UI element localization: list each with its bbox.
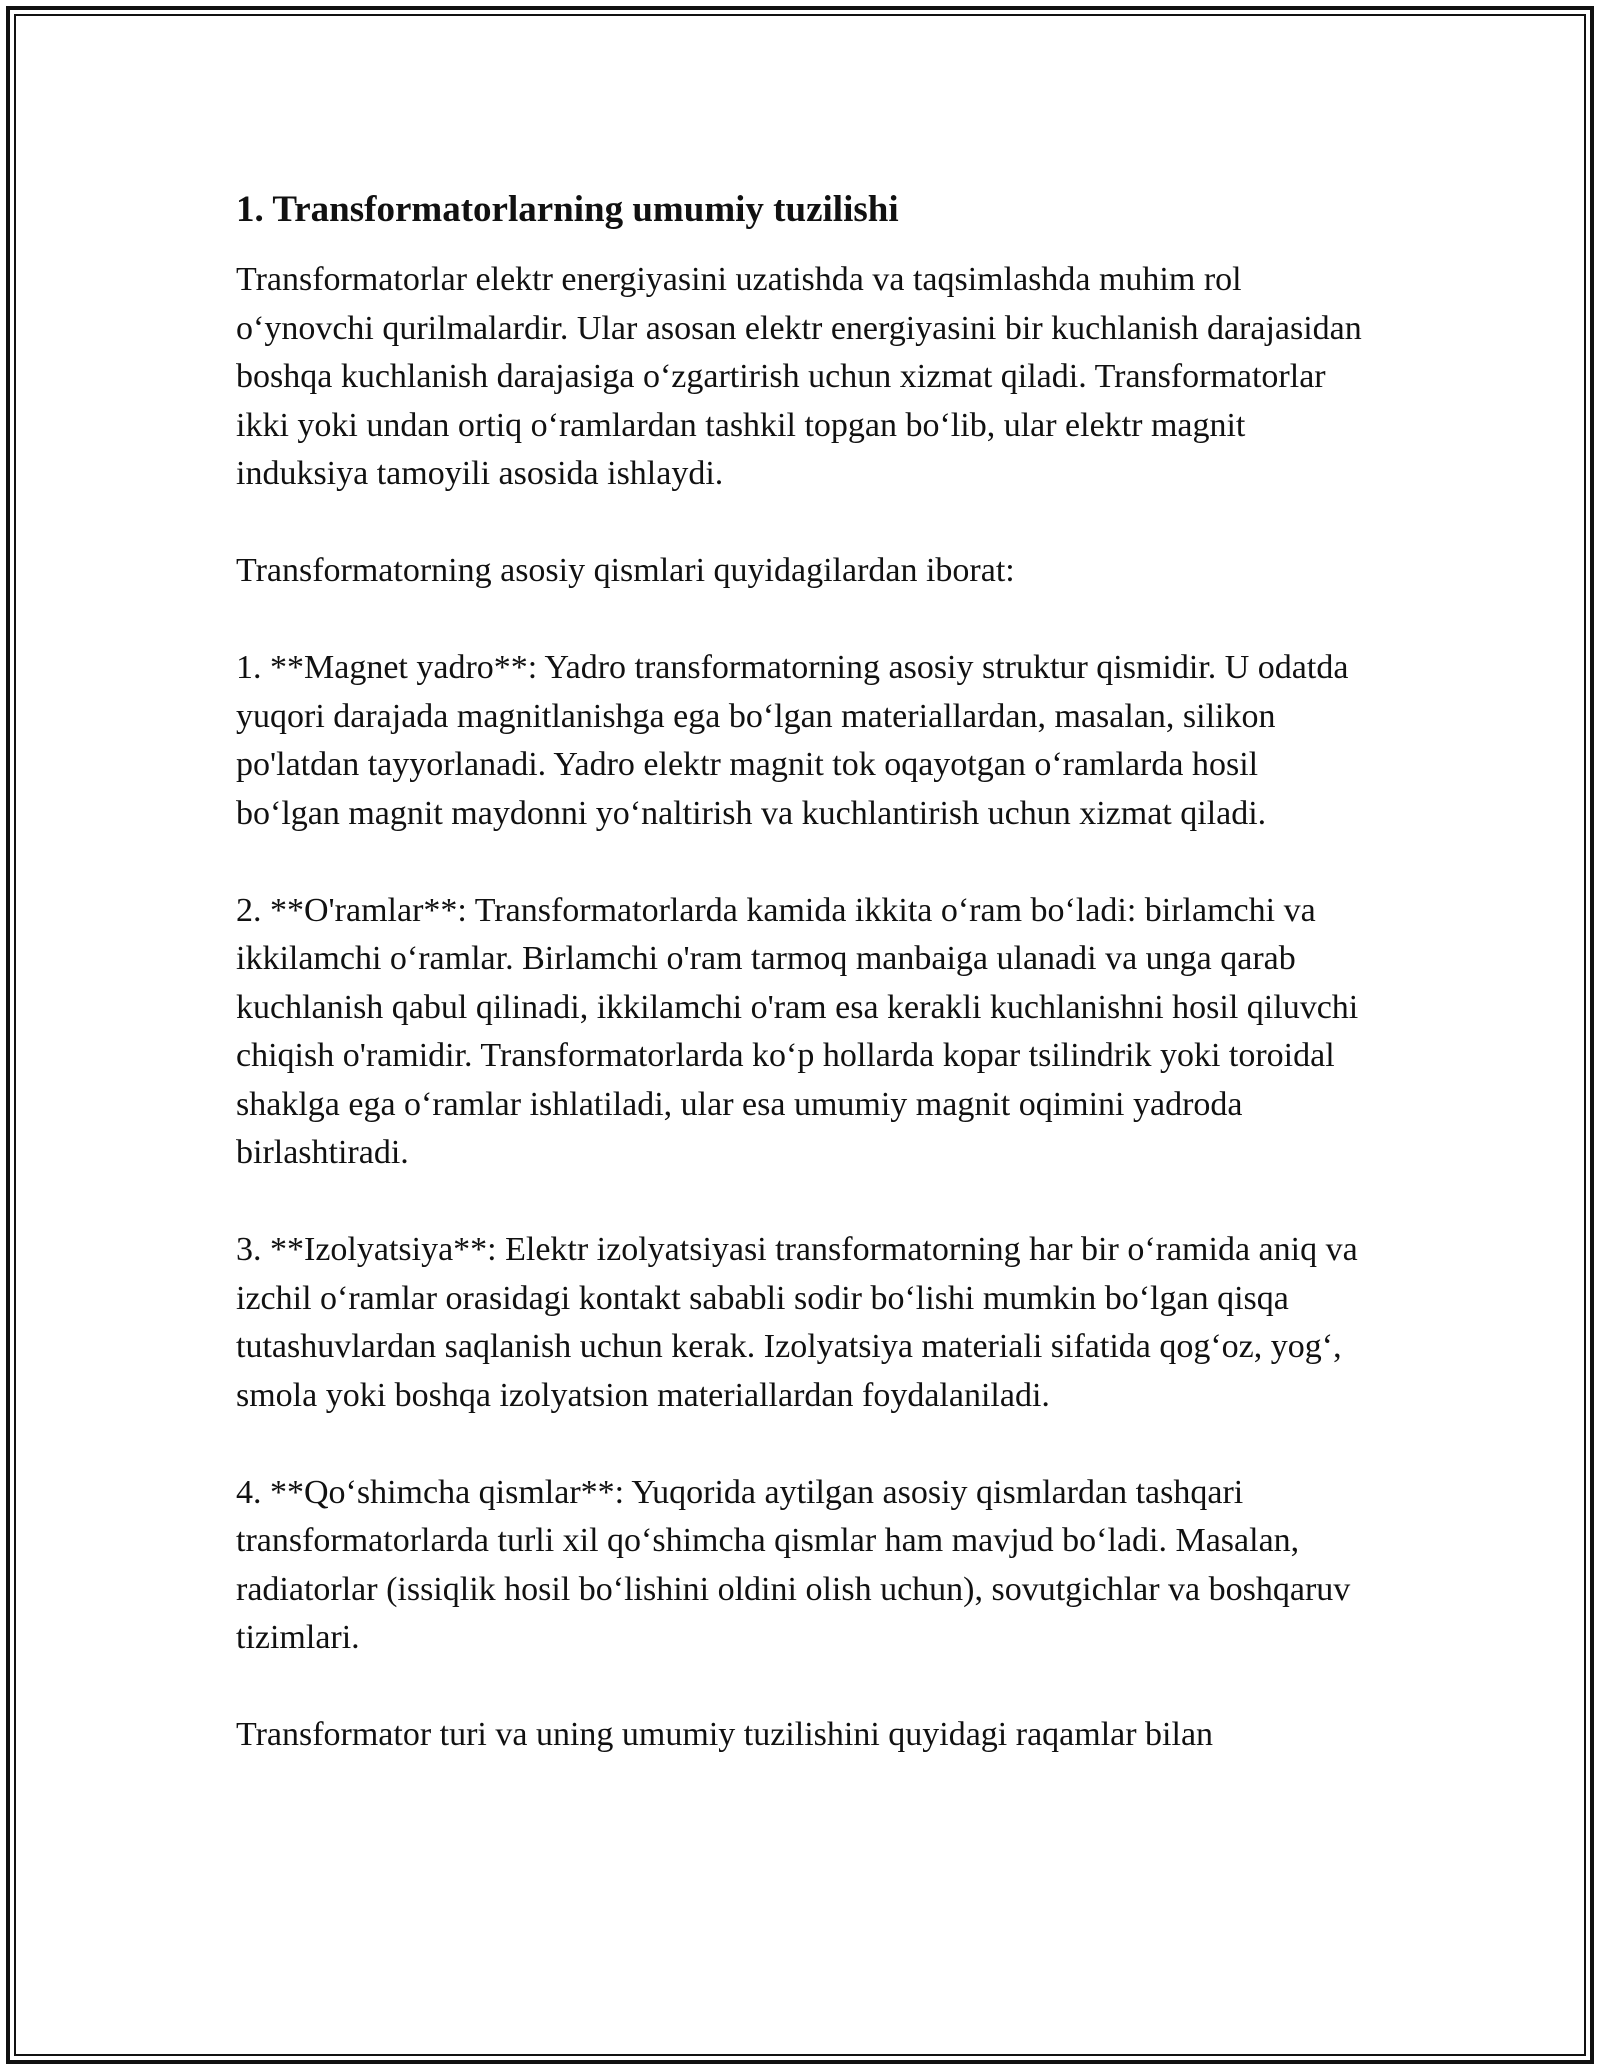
list-item-windings: 2. **O'ramlar**: Transformatorlarda kamida ikkita o‘ram bo‘ladi: birlamchi va ikkilamchi o‘ramlar. Birlamchi o'ram tarmoq manbaiga ulanadi va unga qarab kuchlanish qabul qilinadi, ikkilamchi o'ram esa kerakli kuchlanishni hosil qiluvchi chiqish o'ramidir. Transformatorlarda ko‘p hollarda kopar tsilindrik yoki toroidal shaklga ega o‘ramlar ishlatiladi, ular esa umumiy magnit oqimini yadroda birlashtiradi.	[236, 891, 1359, 1171]
list-item-magnet-core: 1. **Magnet yadro**: Yadro transformatorning asosiy struktur qismidir. U odatda yuqori darajada magnitlanishga ega bo‘lgan materiallardan, masalan, silikon po'latdan tayyorlanadi. Yadro elektr magnit tok oqayotgan o‘ramlarda hosil bo‘lgan magnit maydonni yo‘naltirish va kuchlantirish uchun xizmat qiladi.	[236, 649, 1349, 832]
document-body	[236, 186, 1366, 1808]
section-heading: 1. Transformatorlarning umumiy tuzilishi	[236, 189, 899, 230]
closing-paragraph: Transformator turi va uning umumiy tuzilishini quyidagi raqamlar bilan	[236, 1716, 1214, 1753]
parts-intro-paragraph: Transformatorning asosiy qismlari quyidagilardan iborat:	[236, 552, 1015, 589]
list-item-additional-parts: 4. **Qo‘shimcha qismlar**: Yuqorida aytilgan asosiy qismlardan tashqari transformatorlarda turli xil qo‘shimcha qismlar ham mavjud bo‘ladi. Masalan, radiatorlar (issiqlik hosil bo‘lishini oldini olish uchun), sovutgichlar va boshqaruv tizimlari.	[236, 1473, 1351, 1656]
list-item-insulation: 3. **Izolyatsiya**: Elektr izolyatsiyasi transformatorning har bir o‘ramida aniq va izchil o‘ramlar orasidagi kontakt sababli sodir bo‘lishi mumkin bo‘lgan qisqa tutashuvlardan saqlanish uchun kerak. Izolyatsiya materiali sifatida qog‘oz, yog‘, smola yoki boshqa izolyatsion materiallardan foydalaniladi.	[236, 1231, 1358, 1414]
intro-paragraph: Transformatorlar elektr energiyasini uzatishda va taqsimlashda muhim rol o‘ynovchi qurilmalardir. Ular asosan elektr energiyasini bir kuchlanish darajasidan boshqa kuchlanish darajasiga o‘zgartirish uchun xizmat qiladi. Transformatorlar ikki yoki undan ortiq o‘ramlardan tashkil topgan bo‘lib, ular elektr magnit induksiya tamoyili asosida ishlaydi.	[236, 261, 1362, 492]
